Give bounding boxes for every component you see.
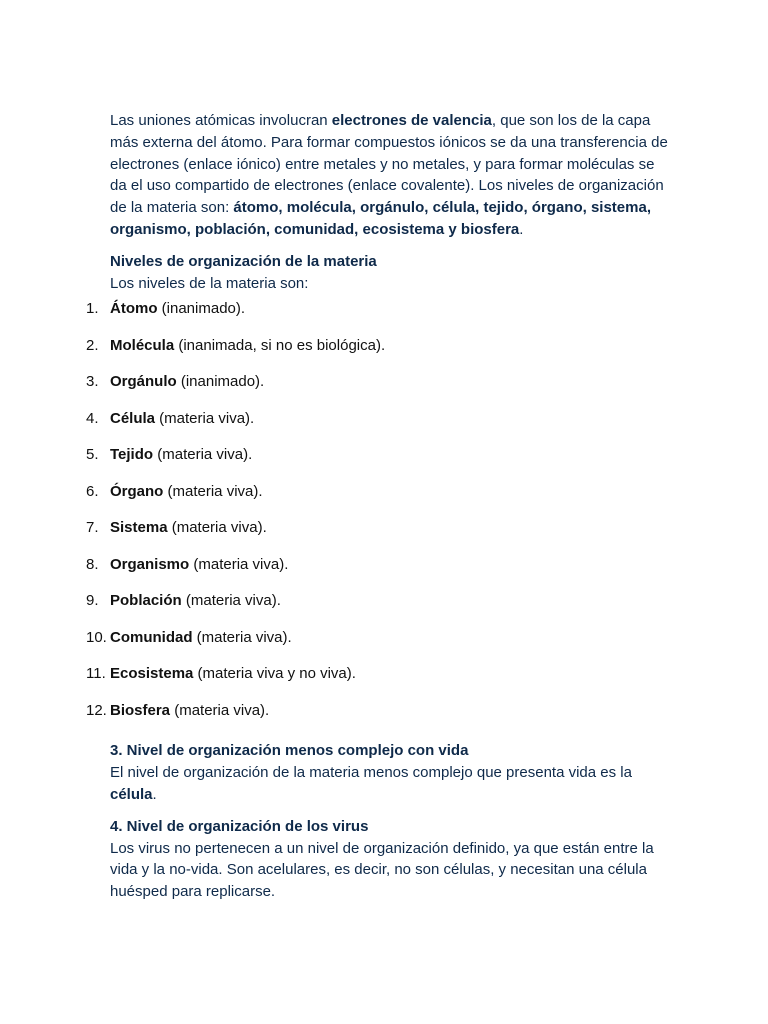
list-item-desc: (materia viva). <box>153 446 253 464</box>
list-item-number: 7. <box>86 519 99 537</box>
list-item <box>86 481 670 518</box>
list-item-desc: (inanimada, si no es biológica). <box>174 336 386 354</box>
section3-period: . <box>152 785 157 803</box>
list-item-desc: (materia viva y no viva). <box>193 665 356 683</box>
list-item <box>86 408 670 445</box>
list-item-name: Órgano <box>110 482 164 500</box>
list-item-name: Molécula <box>110 336 175 354</box>
list-item-desc: (materia viva). <box>163 482 263 500</box>
list-item <box>86 590 670 627</box>
section4-heading: 4. Nivel de organización de los virus <box>110 817 369 835</box>
levels-list <box>86 298 670 736</box>
list-item-number: 2. <box>86 336 99 354</box>
list-item-name: Sistema <box>110 519 168 537</box>
list-item-number: 3. <box>86 373 99 391</box>
list-item-desc: (inanimado). <box>176 373 265 391</box>
section1-subtitle: Los niveles de la materia son: <box>110 274 309 292</box>
intro-paragraph <box>110 110 670 241</box>
list-item-name: Orgánulo <box>110 373 177 391</box>
list-item-name: Población <box>110 592 182 610</box>
list-item-desc: (materia viva). <box>167 519 267 537</box>
list-item-name: Tejido <box>110 446 154 464</box>
list-item <box>86 554 670 591</box>
intro-bold-levels: átomo, molécula, orgánulo, célula, tejido, órgano, sistema, organismo, población, comunidad, ecosistema y biosfera <box>110 199 651 238</box>
list-item <box>86 627 670 664</box>
intro-text: Las uniones atómicas involucran <box>110 112 332 129</box>
list-item-name: Biosfera <box>110 701 171 719</box>
list-item <box>86 663 670 700</box>
section3-bold-cell: célula <box>110 785 153 803</box>
section3-paragraph <box>110 762 670 806</box>
list-item-number: 9. <box>86 592 99 610</box>
list-item-desc: (materia viva). <box>155 409 255 427</box>
section3-heading: 3. Nivel de organización menos complejo con vida <box>110 742 469 760</box>
list-item-number: 5. <box>86 446 99 464</box>
list-item-desc: (materia viva). <box>192 628 292 646</box>
list-item-name: Célula <box>110 409 156 427</box>
document-page <box>86 110 670 903</box>
list-item-name: Comunidad <box>110 628 193 646</box>
list-item-number: 10. <box>86 628 107 646</box>
list-item-number: 8. <box>86 555 99 573</box>
section1-heading: Niveles de organización de la materia <box>110 252 377 270</box>
list-item-number: 12. <box>86 701 107 719</box>
list-item-name: Ecosistema <box>110 665 194 683</box>
intro-period: . <box>519 220 524 238</box>
list-item-desc: (materia viva). <box>181 592 281 610</box>
list-item <box>86 371 670 408</box>
section3-text: El nivel de organización de la materia menos complejo que presenta vida es la <box>110 764 632 782</box>
list-item <box>86 298 670 335</box>
intro-bold-valence: electrones de valencia <box>331 112 492 129</box>
list-item-desc: (inanimado). <box>157 300 246 318</box>
intro-text-cont: , que son los de la capa más externa del átomo. Para formar compuestos iónicos se da una transferencia de electrones (enlace iónico) entre metales y no metales, y para formar moléculas se da el uso compartido de electrones (enlace covalente). Los niveles de organización de la materia son: <box>110 112 668 217</box>
list-item <box>86 444 670 481</box>
list-item <box>86 335 670 372</box>
list-item <box>86 700 670 737</box>
list-item-name: Organismo <box>110 555 190 573</box>
list-item <box>86 517 670 554</box>
list-item-number: 6. <box>86 482 99 500</box>
list-item-desc: (materia viva). <box>170 701 270 719</box>
list-item-name: Átomo <box>110 300 158 318</box>
list-item-number: 4. <box>86 409 99 427</box>
list-item-desc: (materia viva). <box>189 555 289 573</box>
section4-paragraph: Los virus no pertenecen a un nivel de organización definido, ya que están entre la vida y la no-vida. Son acelulares, es decir, no son células, y necesitan una célula huésped para replicarse. <box>110 839 654 901</box>
list-item-number: 11. <box>86 665 106 683</box>
list-item-number: 1. <box>86 300 99 318</box>
